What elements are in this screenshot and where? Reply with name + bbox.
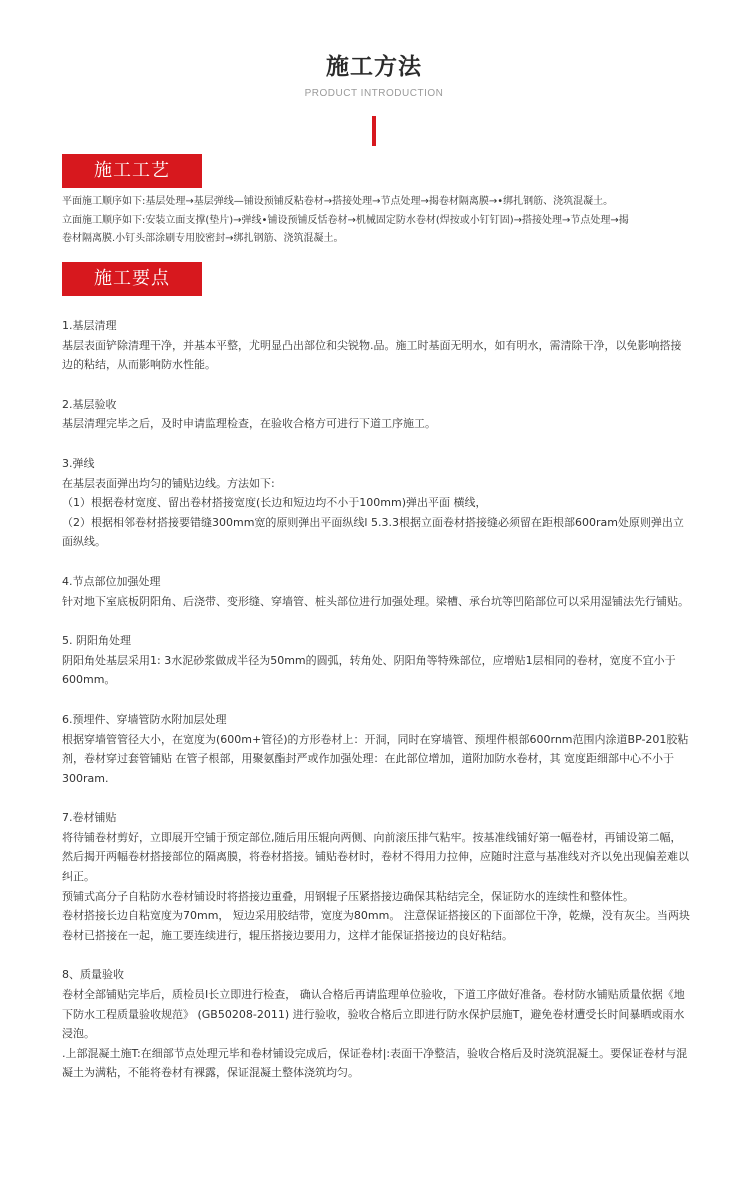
point-item-6 (62, 710, 690, 788)
point-title: 1.基层清理 (62, 319, 117, 332)
page-title: 施工方法 (326, 54, 422, 80)
point-paragraph: 预铺式高分子自粘防水卷材铺设时将搭接边重叠，用钢辊子压紧搭接边确保其粘结完全，保证防水的连续性和整体性。 (62, 889, 634, 903)
point-paragraph: 基层表面铲除清理干净，并基本平整，尤明显凸出部位和尖锐物.品。施工时基面无明水，如有明水，需清除干净，以免影响搭接边的粘结，从而影响防水性能。 (62, 338, 682, 372)
point-item-4 (62, 572, 690, 611)
point-title: 5. 阴阳角处理 (62, 634, 131, 648)
point-item-5 (62, 631, 690, 690)
point-paragraph: （2）根据相邻卷材搭接要错缝300mm宽的原则弹出平面纵线l 5.3.3根据立面卷材搭接缝必须留在距根部600ram处原则弹出立面纵线。 (62, 515, 684, 549)
title-accent-bar (372, 116, 376, 146)
point-item-3 (62, 454, 690, 552)
point-title: 2.基层验收 (62, 397, 117, 411)
point-paragraph: 阴阳角处基层采用1: 3水泥砂浆做成半径为50mm的圆弧，转角处、阴阳角等特殊部位，应增贴1层相同的卷材，宽度不宜小于600mm。 (62, 653, 676, 687)
section-tag-craft: 施工工艺 (62, 154, 202, 188)
point-paragraph: （1）根据卷材宽度、留出卷材搭接宽度(长边和短边均不小于100mm)弹出平面 横线， (62, 496, 487, 510)
point-paragraph: .上部混凝土施T:在细部节点处理元毕和卷材铺设完成后，保证卷材|:表面干净整洁，验收合格后及时浇筑混凝土。要保证卷材与混凝土为满粘，不能将卷材有裸露，保证混凝土整体浇筑均匀。 (62, 1046, 688, 1080)
craft-line-plane: 平面施工顺序如下:基层处理→基层弹线—铺设预铺反粘卷材→搭接处理→节点处理→揭卷材隔离膜→•绑扎钢筋、浇筑混凝土。 (62, 196, 614, 207)
point-item-1 (62, 316, 690, 375)
point-paragraph: 卷材全部铺贴完毕后，质检员I长立即进行检查， 确认合格后再请监理单位验收，下道工序做好准备。卷材防水铺贴质量依据《地下防水工程质量验收规范》 (GB50208-2011) 进行验收，验收合格后立即进行防水保护层施T，避免卷材遭受长时间暴晒或雨水浸泡。 (62, 988, 685, 1041)
point-paragraph: 基层清理完毕之后，及时申请监理检查，在验收合格方可进行下道工序施工。 (62, 417, 436, 431)
point-title: 7.卷材铺贴 (62, 811, 117, 825)
point-item-8 (62, 965, 690, 1083)
page-subtitle: PRODUCT INTRODUCTION (304, 88, 444, 99)
point-title: 4.节点部位加强处理 (62, 574, 161, 588)
point-paragraph: 在基层表面弹出均匀的铺贴边线。方法如下: (62, 476, 275, 490)
point-title: 8、质量验收 (62, 968, 124, 982)
point-paragraph: 针对地下室底板阴阳角、后浇带、变形缝、穿墙管、桩头部位进行加强处理。梁槽、承台坑等凹陷部位可以采用湿铺法先行铺贴。 (62, 594, 689, 608)
craft-line-vertical: 立面施工顺序如下:安装立面支撑(垫片)→弹线•铺设预铺反恬卷材→机械固定防水卷材(焊按或小钉钉固)→搭接处理→节点处理→揭卷材隔离膜.小钉头部涂刷专用胶密封→绑扎钢筋、浇筑混凝土。 (62, 214, 629, 244)
point-title: 6.预埋件、穿墙管防水附加层处理 (62, 712, 227, 726)
point-title: 3.弹线 (62, 456, 95, 470)
section-tag-points: 施工要点 (62, 262, 202, 296)
point-item-7 (62, 808, 690, 945)
point-item-2 (62, 395, 690, 434)
point-paragraph: 将待铺卷材剪好，立即展开空铺于预定部位,随后用压辊向两侧、向前滚压排气粘牢。按基准线铺好第一幅卷材，再铺设第二幅，然后揭开两幅卷材搭接部位的隔离膜，将卷材搭接。铺贴卷材时，卷材不得用力拉伸，应随时注意与基准线对齐以免出现偏差难以纠正。 (62, 830, 689, 884)
point-paragraph: 根据穿墙管管径大小，在宽度为(600m+管径)的方形卷材上：开洞，同时在穿墙管、预埋件根部600rnm范围内涂道BP-201胶粘剂，卷材穿过套管铺贴 在管子根部，用聚氨酯封严或作加强处理：在此部位增加，道附加防水卷材，其 宽度距细部中心不小于300ram. (62, 732, 689, 785)
point-paragraph: 卷材搭接长边自粘宽度为70mm， 短边采用胶结带，宽度为80mm。 注意保证搭接区的下面部位干净，乾燥，没有灰尘。当两块卷材已搭接在一起，施工要连续进行，辊压搭接边要用力，这样才能保证搭接边的良好粘结。 (62, 909, 690, 942)
points-list (62, 316, 690, 1103)
craft-text-block (62, 193, 632, 249)
